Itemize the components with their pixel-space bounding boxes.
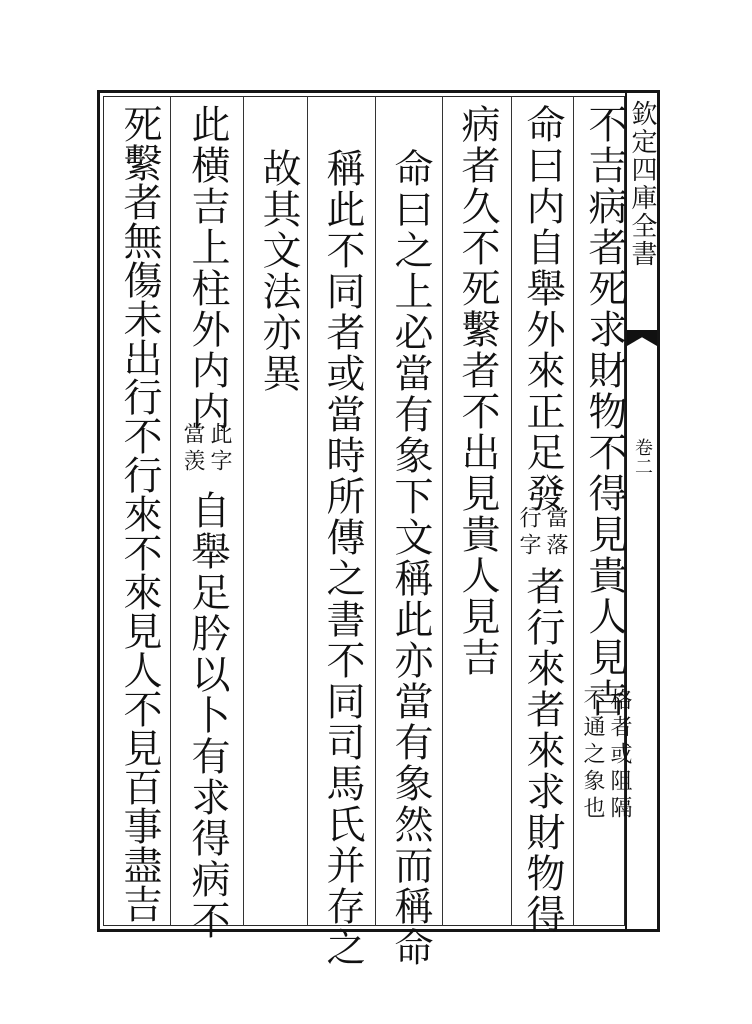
text-segment: 命曰内自舉外來正足發: [520, 104, 565, 514]
text-column-3: 病者久不死繫者不出見貴人見吉: [455, 104, 500, 678]
column-rule: [573, 96, 574, 926]
collection-title: 欽定四庫全書: [627, 100, 657, 268]
column-rule: [442, 96, 443, 926]
volume-label: 卷二: [632, 438, 653, 476]
annotation-column-2: [516, 506, 567, 560]
annotation-line: 當羡: [180, 422, 205, 476]
text-column-4: 命曰之上必當有象下文稱此亦當有象然而稱命: [388, 148, 433, 968]
text-column-7-continued: 自舉足肣以卜有求得病不: [185, 490, 230, 941]
annotation-column-1: [580, 688, 631, 823]
text-column-7: [185, 104, 229, 432]
annotation-line: 當落: [543, 506, 568, 560]
text-column-2: [520, 104, 564, 514]
annotation-column-7: [180, 422, 231, 476]
text-column-5: 稱此不同者或當時所傳之書不同司馬氏并存之: [320, 148, 365, 968]
annotation-line: 行字: [516, 506, 541, 560]
column-rule: [511, 96, 512, 926]
column-rule: [170, 96, 171, 926]
text-column-8: 死繫者無傷未出行不行來不來見人不見百事盡吉: [117, 104, 162, 923]
column-rule: [375, 96, 376, 926]
column-rule: [243, 96, 244, 926]
text-segment: 此横吉上柱外内内: [185, 104, 230, 432]
annotation-line: 此字: [207, 422, 232, 476]
annotation-line: 不通之象也: [580, 688, 605, 823]
text-column-6: 故其文法亦異: [256, 148, 301, 394]
column-rule: [307, 96, 308, 926]
text-column-1: 不吉病者死求財物不得見貴人見吉: [582, 104, 627, 719]
text-column-2-continued: 者行來者來求財物得: [520, 566, 565, 935]
annotation-line: 格者或阻隔: [607, 688, 632, 823]
